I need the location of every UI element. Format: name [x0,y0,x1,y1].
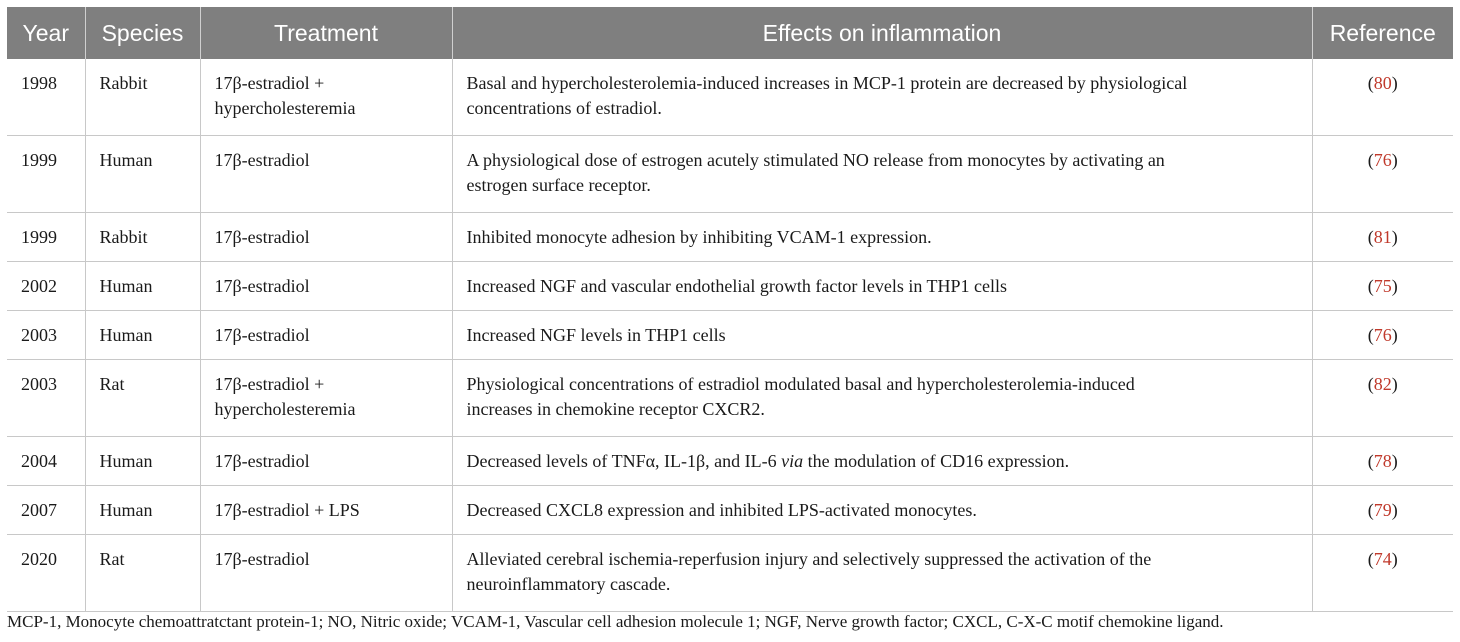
cell-effects [452,535,1312,612]
header-treatment: Treatment [200,7,452,59]
cell-reference [1312,311,1453,360]
reference-close-paren: ) [1391,276,1398,296]
cell-species [85,535,200,612]
cell-treatment [200,360,452,437]
cell-species [85,136,200,213]
species-value: Human [99,325,153,345]
cell-effects [452,311,1312,360]
treatment-line: 17β-estradiol [214,150,310,170]
table-footnote: MCP-1, Monocyte chemoattratctant protein-1; NO, Nitric oxide; VCAM-1, Vascular cell adhesion molecule 1; NGF, Nerve growth factor; CXCL, C-X-C motif chemokine ligand. [7,612,1224,631]
effects-line: increases in chemokine receptor CXCR2. [466,399,765,419]
effects-line: A physiological dose of estrogen acutely stimulated NO release from monocytes by activating an [466,150,1165,170]
header-year: Year [7,7,85,59]
treatment-line: 17β-estradiol [214,549,310,569]
year-value: 2007 [21,500,57,520]
reference-open-paren: ( [1367,150,1374,170]
cell-reference [1312,437,1453,486]
table-row [7,59,1453,136]
reference-link[interactable]: 75 [1373,276,1392,296]
cell-reference [1312,262,1453,311]
cell-effects [452,59,1312,136]
species-value: Human [99,150,153,170]
header-reference: Reference [1312,7,1453,59]
reference-open-paren: ( [1367,276,1374,296]
species-value: Rat [99,549,125,569]
year-value: 2003 [21,374,57,394]
table-row [7,360,1453,437]
reference-link[interactable]: 76 [1373,325,1392,345]
reference-link[interactable]: 81 [1373,227,1392,247]
table-row [7,311,1453,360]
cell-treatment [200,311,452,360]
header-species: Species [85,7,200,59]
cell-species [85,311,200,360]
cell-effects [452,360,1312,437]
effects-line: Increased NGF levels in THP1 cells [466,325,726,345]
effects-line: neuroinflammatory cascade. [466,574,671,594]
species-value: Rat [99,374,125,394]
cell-treatment [200,262,452,311]
cell-reference [1312,360,1453,437]
data-table-container [7,7,1453,612]
reference-open-paren: ( [1367,374,1374,394]
cell-effects [452,262,1312,311]
cell-year [7,486,85,535]
effects-table [7,7,1453,612]
reference-open-paren: ( [1367,73,1374,93]
year-value: 1998 [21,73,57,93]
treatment-line: hypercholesteremia [214,399,356,419]
reference-link[interactable]: 80 [1373,73,1392,93]
reference-close-paren: ) [1391,451,1398,471]
cell-species [85,486,200,535]
cell-species [85,262,200,311]
reference-link[interactable]: 79 [1373,500,1392,520]
reference-close-paren: ) [1391,73,1398,93]
effects-line: Decreased levels of TNFα, IL-1β, and IL-6 via the modulation of CD16 expression. [466,451,1070,471]
reference-close-paren: ) [1391,227,1398,247]
header-effects: Effects on inflammation [452,7,1312,59]
species-value: Human [99,500,153,520]
year-value: 2020 [21,549,57,569]
table-row [7,535,1453,612]
cell-species [85,59,200,136]
treatment-line: 17β-estradiol [214,227,310,247]
cell-effects [452,486,1312,535]
cell-species [85,437,200,486]
treatment-line: 17β-estradiol + LPS [214,500,360,520]
cell-treatment [200,437,452,486]
reference-open-paren: ( [1367,549,1374,569]
table-row [7,136,1453,213]
cell-treatment [200,535,452,612]
cell-reference [1312,136,1453,213]
cell-year [7,262,85,311]
treatment-line: 17β-estradiol [214,276,310,296]
effects-line: Increased NGF and vascular endothelial growth factor levels in THP1 cells [466,276,1008,296]
cell-effects [452,213,1312,262]
species-value: Rabbit [99,227,148,247]
reference-open-paren: ( [1367,227,1374,247]
cell-reference [1312,213,1453,262]
table-body [7,59,1453,612]
reference-link[interactable]: 76 [1373,150,1392,170]
treatment-line: 17β-estradiol [214,451,310,471]
cell-effects [452,136,1312,213]
cell-treatment [200,486,452,535]
table-header [7,7,1453,59]
cell-year [7,437,85,486]
year-value: 2003 [21,325,57,345]
year-value: 2002 [21,276,57,296]
reference-close-paren: ) [1391,374,1398,394]
table-row [7,213,1453,262]
cell-year [7,311,85,360]
treatment-line: 17β-estradiol [214,325,310,345]
cell-year [7,213,85,262]
cell-reference [1312,486,1453,535]
reference-close-paren: ) [1391,549,1398,569]
cell-treatment [200,136,452,213]
reference-close-paren: ) [1391,500,1398,520]
treatment-line: hypercholesteremia [214,98,356,118]
table-row [7,437,1453,486]
cell-year [7,535,85,612]
cell-treatment [200,213,452,262]
cell-year [7,136,85,213]
effects-line: concentrations of estradiol. [466,98,662,118]
year-value: 2004 [21,451,57,471]
species-value: Rabbit [99,73,148,93]
effects-line: estrogen surface receptor. [466,175,651,195]
table-row [7,262,1453,311]
effects-line: Alleviated cerebral ischemia-reperfusion injury and selectively suppressed the activation of the [466,549,1152,569]
year-value: 1999 [21,227,57,247]
effects-line: Basal and hypercholesterolemia-induced increases in MCP-1 protein are decreased by physiological [466,73,1188,93]
cell-treatment [200,59,452,136]
effects-line: Physiological concentrations of estradiol modulated basal and hypercholesterolemia-induced [466,374,1135,394]
reference-link[interactable]: 82 [1373,374,1392,394]
reference-link[interactable]: 78 [1373,451,1392,471]
cell-effects [452,437,1312,486]
cell-reference [1312,535,1453,612]
cell-species [85,360,200,437]
treatment-line: 17β-estradiol + [214,374,325,394]
reference-open-paren: ( [1367,451,1374,471]
species-value: Human [99,276,153,296]
cell-year [7,360,85,437]
header-row [7,7,1453,59]
cell-year [7,59,85,136]
reference-link[interactable]: 74 [1373,549,1392,569]
effects-line: Decreased CXCL8 expression and inhibited LPS-activated monocytes. [466,500,977,520]
reference-open-paren: ( [1367,500,1374,520]
effects-line: Inhibited monocyte adhesion by inhibiting VCAM-1 expression. [466,227,932,247]
cell-species [85,213,200,262]
species-value: Human [99,451,153,471]
reference-open-paren: ( [1367,325,1374,345]
treatment-line: 17β-estradiol + [214,73,325,93]
reference-close-paren: ) [1391,150,1398,170]
reference-close-paren: ) [1391,325,1398,345]
table-row [7,486,1453,535]
cell-reference [1312,59,1453,136]
year-value: 1999 [21,150,57,170]
